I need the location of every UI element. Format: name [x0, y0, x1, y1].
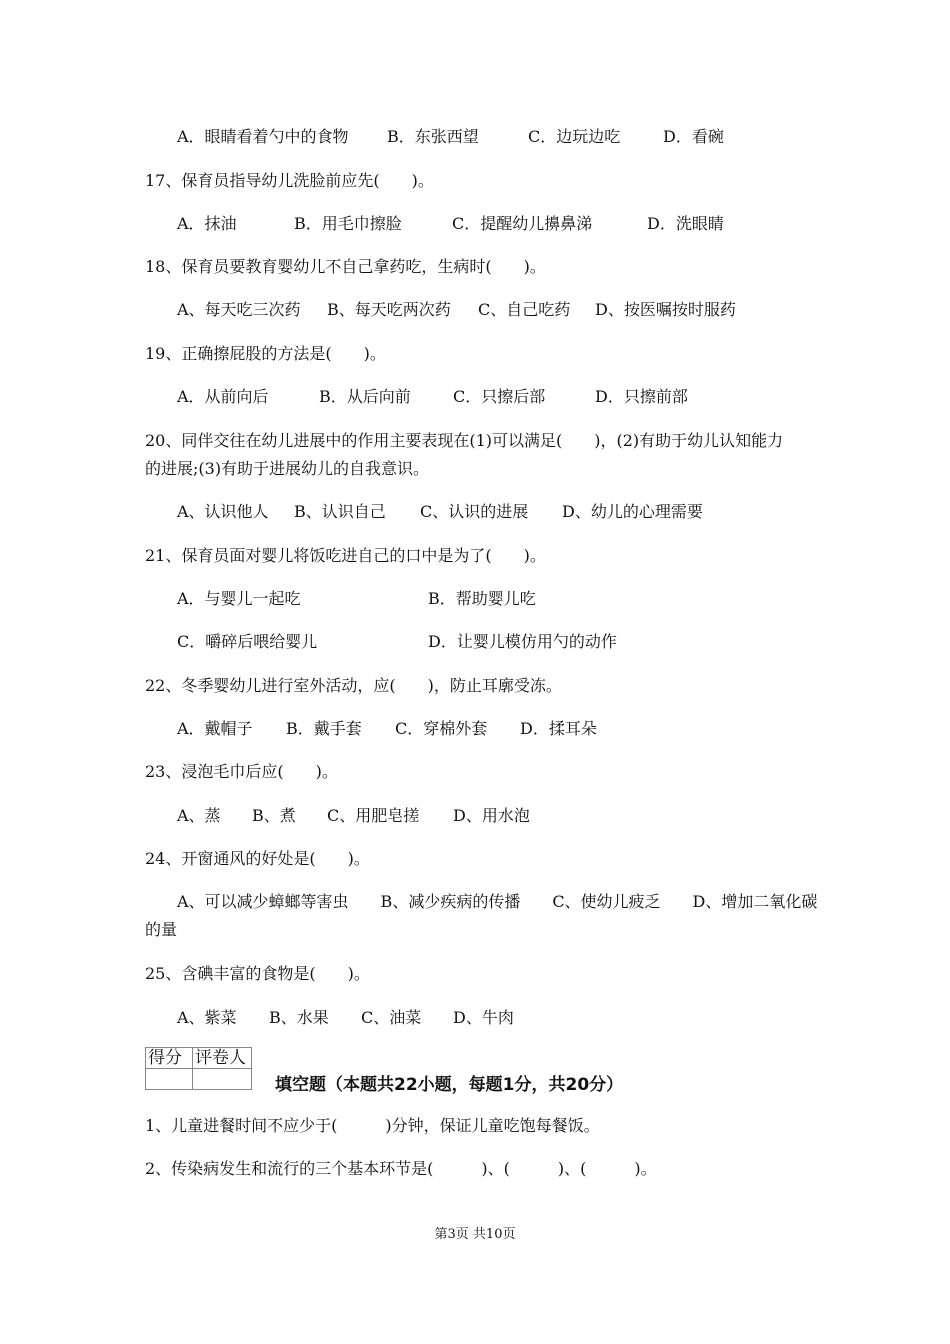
q25-option-d: D、牛肉	[453, 1008, 514, 1027]
q25-stem: 25、含碘丰富的食物是( )。	[145, 964, 370, 983]
q16-option-c: C．边玩边吃	[528, 127, 621, 146]
q24-options-line1: A、可以减少蟑螂等害虫 B、减少疾病的传播 C、使幼儿疲乏 D、增加二氧化碳	[177, 892, 818, 911]
q21-stem: 21、保育员面对婴儿将饭吃进自己的口中是为了( )。	[145, 546, 546, 565]
q23-option-d: D、用水泡	[453, 806, 530, 825]
q19-option-c: C．只擦后部	[453, 387, 546, 406]
q23-option-b: B、煮	[252, 806, 296, 825]
grader-cell	[193, 1069, 252, 1090]
section-title: 填空题（本题共22小题，每题1分，共20分）	[275, 1075, 624, 1095]
q19-option-a: A．从前向后	[177, 387, 269, 406]
q21-option-b: B．帮助婴儿吃	[428, 589, 536, 608]
q20-stem-line1: 20、同伴交往在幼儿进展中的作用主要表现在(1)可以满足( )，(2)有助于幼儿认知能力	[145, 431, 784, 450]
q18-option-d: D、按医嘱按时服药	[595, 300, 736, 319]
q19-stem: 19、正确擦屁股的方法是( )。	[145, 344, 386, 363]
q21-option-c: C．嚼碎后喂给婴儿	[177, 632, 318, 651]
q24-options-line2: 的量	[145, 920, 178, 939]
q25-option-b: B、水果	[269, 1008, 329, 1027]
score-cell	[146, 1069, 193, 1090]
fill-question-2: 2、传染病发生和流行的三个基本环节是( )、( )、( )。	[145, 1159, 657, 1178]
q20-option-a: A、认识他人	[177, 502, 269, 521]
q22-stem: 22、冬季婴幼儿进行室外活动，应( )，防止耳廓受冻。	[145, 676, 562, 695]
grader-label: 评卷人	[193, 1048, 252, 1069]
fill-question-1: 1、儿童进餐时间不应少于( )分钟，保证儿童吃饱每餐饭。	[145, 1116, 600, 1135]
q20-option-b: B、认识自己	[294, 502, 386, 521]
q22-option-b: B．戴手套	[286, 719, 362, 738]
q18-stem: 18、保育员要教育婴幼儿不自己拿药吃，生病时( )。	[145, 257, 546, 276]
q16-option-b: B．东张西望	[387, 127, 479, 146]
q17-option-b: B．用毛巾擦脸	[294, 214, 402, 233]
q24-stem: 24、开窗通风的好处是( )。	[145, 849, 370, 868]
q22-option-d: D．揉耳朵	[520, 719, 597, 738]
q22-option-c: C．穿棉外套	[395, 719, 488, 738]
q19-option-b: B．从后向前	[319, 387, 411, 406]
score-box	[145, 1047, 252, 1090]
q21-option-d: D．让婴儿模仿用勺的动作	[428, 632, 617, 651]
q17-stem: 17、保育员指导幼儿洗脸前应先( )。	[145, 171, 434, 190]
q17-option-d: D．洗眼睛	[647, 214, 724, 233]
q23-stem: 23、浸泡毛巾后应( )。	[145, 762, 338, 781]
q25-option-c: C、油菜	[361, 1008, 422, 1027]
q25-option-a: A、紫菜	[177, 1008, 237, 1027]
q23-option-c: C、用肥皂搓	[327, 806, 420, 825]
q18-option-b: B、每天吃两次药	[327, 300, 451, 319]
q21-option-a: A．与婴儿一起吃	[177, 589, 301, 608]
q17-option-c: C．提醒幼儿擤鼻涕	[452, 214, 593, 233]
q22-option-a: A．戴帽子	[177, 719, 253, 738]
q23-option-a: A、蒸	[177, 806, 221, 825]
q16-option-d: D．看碗	[663, 127, 724, 146]
q16-option-a: A．眼睛看着勺中的食物	[177, 127, 349, 146]
q18-option-c: C、自己吃药	[478, 300, 571, 319]
q19-option-d: D．只擦前部	[595, 387, 688, 406]
q20-stem-line2: 的进展;(3)有助于进展幼儿的自我意识。	[145, 459, 430, 478]
page-footer: 第3页 共10页	[434, 1227, 516, 1242]
q20-option-c: C、认识的进展	[420, 502, 529, 521]
q17-option-a: A．抹油	[177, 214, 237, 233]
q20-option-d: D、幼儿的心理需要	[562, 502, 703, 521]
score-label: 得分	[146, 1048, 193, 1069]
q18-option-a: A、每天吃三次药	[177, 300, 301, 319]
